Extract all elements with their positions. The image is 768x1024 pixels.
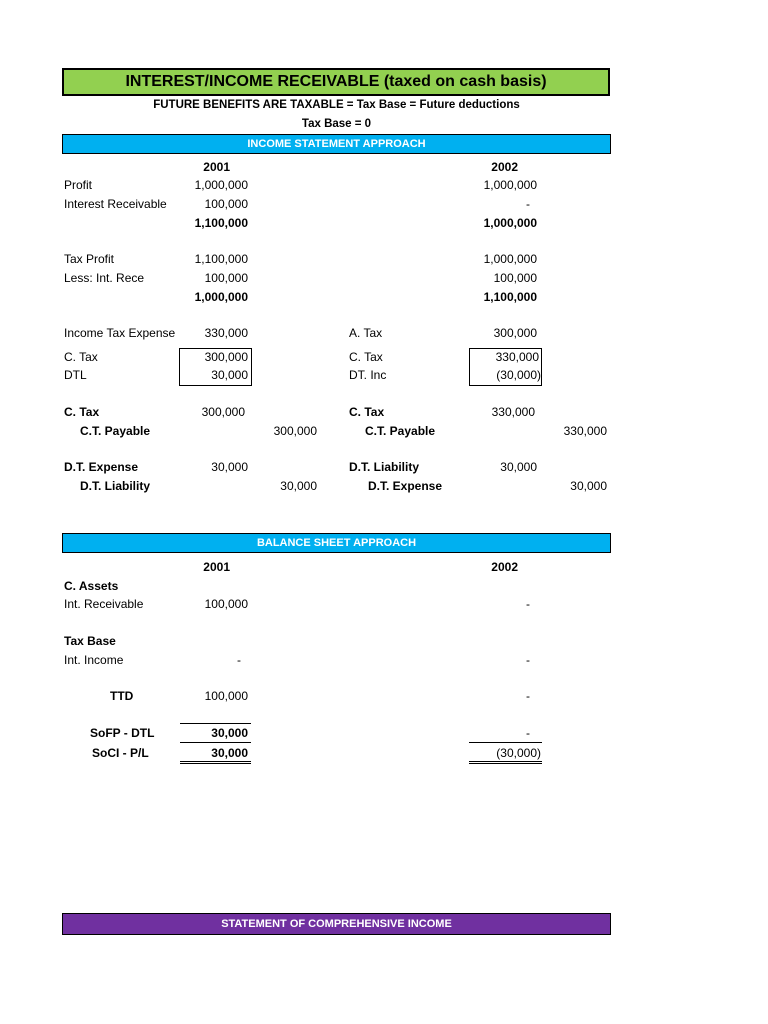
income-statement-band: INCOME STATEMENT APPROACH <box>62 134 611 154</box>
subtitle: FUTURE BENEFITS ARE TAXABLE = Tax Base = Future deductions <box>153 99 520 111</box>
journal-dtexp-right-value: 30,000 <box>570 479 607 493</box>
subtotal1-2001: 1,100,000 <box>194 216 248 230</box>
journal-dtexp-left-label: D.T. Expense <box>64 460 139 474</box>
is-year-2001: 2001 <box>203 160 230 174</box>
is-year-2002: 2002 <box>491 160 518 174</box>
journal-dtliab-left-label: D.T. Liability <box>80 479 151 493</box>
int-income-label: Int. Income <box>64 653 124 667</box>
c-tax-right-label: C. Tax <box>349 350 383 364</box>
balance-sheet-band: BALANCE SHEET APPROACH <box>62 533 611 553</box>
soci-pl-label: SoCI - P/L <box>92 746 149 760</box>
tax-profit-2002: 1,000,000 <box>483 252 537 266</box>
journal-dtexp-right-label: D.T. Expense <box>368 479 443 493</box>
int-receivable-label: Int. Receivable <box>64 597 144 611</box>
sofp-dtl-label: SoFP - DTL <box>90 726 155 740</box>
c-tax-right-value: 330,000 <box>495 350 539 364</box>
journal-dtexp-left-value: 30,000 <box>211 460 248 474</box>
income-tax-expense-label: Income Tax Expense <box>64 326 176 340</box>
journal-dtliab-right-label: D.T. Liability <box>349 460 420 474</box>
subtotal2-2001: 1,000,000 <box>194 290 248 304</box>
page-title: INTEREST/INCOME RECEIVABLE (taxed on cash basis) <box>62 68 610 96</box>
interest-receivable-2001: 100,000 <box>204 197 248 211</box>
journal-ctpay-left-label: C.T. Payable <box>80 424 151 438</box>
subtotal1-2002: 1,000,000 <box>483 216 537 230</box>
profit-2002: 1,000,000 <box>483 178 537 192</box>
sofp-top-line <box>180 723 251 724</box>
tax-base-heading: Tax Base <box>64 634 116 648</box>
tax-profit-label: Tax Profit <box>64 252 115 266</box>
interest-receivable-label: Interest Receivable <box>64 197 167 211</box>
subtotal2-2002: 1,100,000 <box>483 290 537 304</box>
ttd-2001: 100,000 <box>204 689 248 703</box>
soci-double-underline-2002 <box>469 761 542 764</box>
journal-ctax-right-value: 330,000 <box>491 405 535 419</box>
sofp-dtl-2002: - <box>526 726 530 740</box>
a-tax-label: A. Tax <box>349 326 383 340</box>
c-tax-left-value: 300,000 <box>204 350 248 364</box>
dt-inc-right-label: DT. Inc <box>349 368 387 382</box>
ttd-2002: - <box>526 689 530 703</box>
dtl-left-value: 30,000 <box>211 368 248 382</box>
journal-dtliab-right-value: 30,000 <box>500 460 537 474</box>
int-receivable-2001: 100,000 <box>204 597 248 611</box>
dt-inc-right-value: (30,000) <box>496 368 541 382</box>
profit-2001: 1,000,000 <box>194 178 248 192</box>
soci-double-underline-2001 <box>180 761 251 764</box>
interest-receivable-2002: - <box>526 197 530 211</box>
a-tax-2002: 300,000 <box>493 326 537 340</box>
c-tax-left-label: C. Tax <box>64 350 98 364</box>
journal-ctax-left-value: 300,000 <box>201 405 245 419</box>
soci-top-line-2002 <box>469 742 542 743</box>
less-int-rece-2001: 100,000 <box>204 271 248 285</box>
sofp-dtl-2001: 30,000 <box>211 726 248 740</box>
less-int-rece-label: Less: Int. Rece <box>64 271 145 285</box>
soci-pl-2002: (30,000) <box>496 746 541 760</box>
soci-band: STATEMENT OF COMPREHENSIVE INCOME <box>62 913 611 935</box>
journal-ctpay-right-label: C.T. Payable <box>365 424 436 438</box>
journal-ctpay-right-value: 330,000 <box>563 424 607 438</box>
journal-ctpay-left-value: 300,000 <box>273 424 317 438</box>
tax-base-note: Tax Base = 0 <box>301 118 372 130</box>
bs-year-2001: 2001 <box>203 560 230 574</box>
int-receivable-2002: - <box>526 597 530 611</box>
profit-label: Profit <box>64 178 93 192</box>
soci-pl-2001: 30,000 <box>211 746 248 760</box>
c-assets-heading: C. Assets <box>64 579 119 593</box>
journal-dtliab-left-value: 30,000 <box>280 479 317 493</box>
soci-top-line-2001 <box>180 742 251 743</box>
journal-ctax-left-label: C. Tax <box>64 405 100 419</box>
int-income-2002: - <box>526 653 530 667</box>
tax-profit-2001: 1,100,000 <box>194 252 248 266</box>
income-tax-expense-2001: 330,000 <box>204 326 248 340</box>
bs-year-2002: 2002 <box>491 560 518 574</box>
int-income-2001: - <box>237 653 241 667</box>
less-int-rece-2002: 100,000 <box>493 271 537 285</box>
journal-ctax-right-label: C. Tax <box>349 405 385 419</box>
dtl-left-label: DTL <box>64 368 87 382</box>
ttd-label: TTD <box>110 689 134 703</box>
